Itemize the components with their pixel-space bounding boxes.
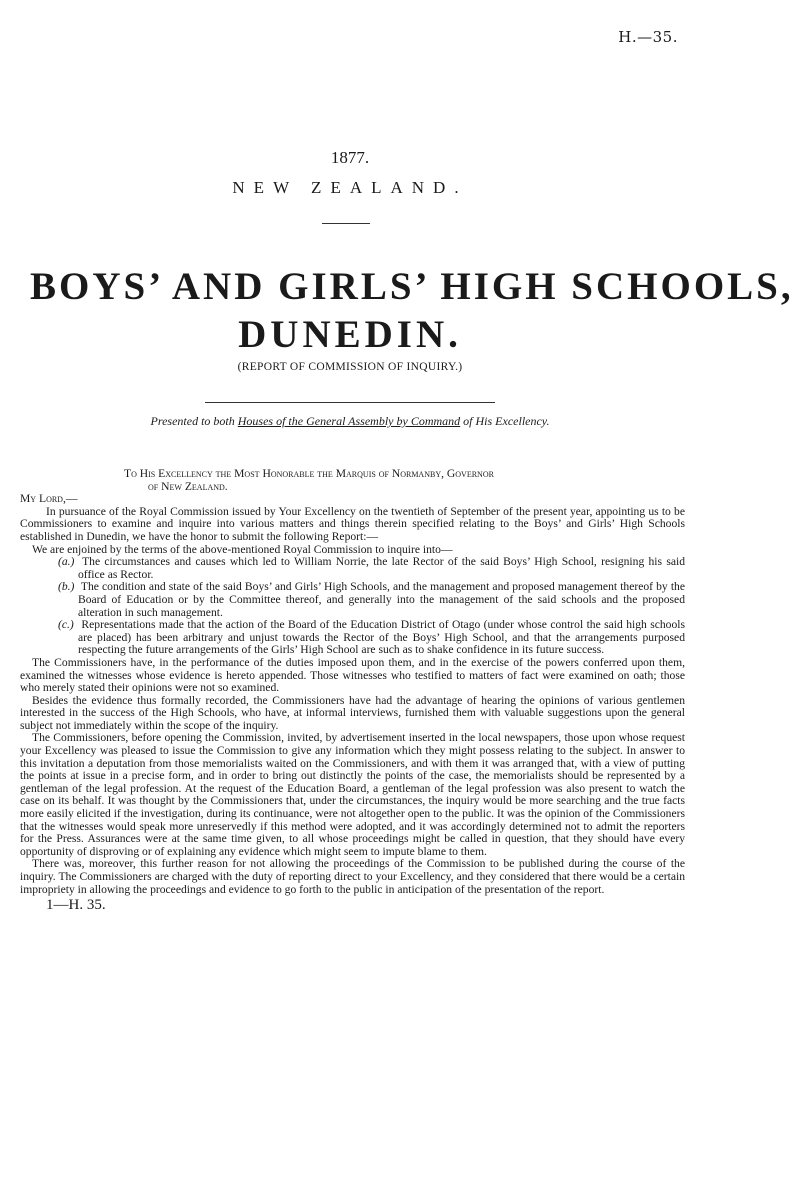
letter-body: [20, 468, 685, 914]
title-line-1: BOYS’ AND GIRLS’ HIGH SCHOOLS,: [30, 265, 794, 308]
item-label: (b.): [58, 580, 75, 594]
country-heading: NEW ZEALAND.: [232, 178, 468, 197]
inquiry-item-b: [20, 581, 685, 619]
paragraph-4: Besides the evidence thus formally recorded, the Commissioners have had the advantage of hearing the opinions of various gentlemen interested in the success of the High Schools, who have, at informal interviews, furnished them with valuable suggestions upon the general subject not immediately within the scope of the inquiry.: [20, 693, 685, 732]
addressee-line-1: To His Excellency the Most Honorable the Marquis of Normanby, Governor: [124, 467, 494, 480]
sheet-reference: 1—H. 35.: [46, 897, 106, 914]
paragraph-6: There was, moreover, this further reason for not allowing the proceedings of the Commission to be published during the course of the inquiry. The Commissioners are charged with the duty of reporting direct to your Excellency, and they considered that there would be a certain impropriety in allowing the proceedings and evidence to go forth to the public in anticipation of the presentation of the report.: [20, 857, 685, 896]
title-line-2: DUNEDIN.: [238, 313, 462, 356]
presented-suffix: of His Excellency.: [460, 414, 550, 428]
document-year: 1877.: [330, 148, 370, 167]
report-subtitle: (REPORT OF COMMISSION OF INQUIRY.): [237, 361, 463, 373]
short-divider: [322, 223, 370, 224]
page-reference: H.—35.: [618, 28, 678, 46]
item-label: (c.): [58, 618, 74, 632]
paragraph-2: We are enjoined by the terms of the above-mentioned Royal Commission to inquire into—: [32, 542, 453, 556]
paragraph-5: The Commissioners, before opening the Commission, invited, by advertisement inserted in the local newspapers, those upon whose request your Excellency was pleased to issue the Commission to give any information which they might possess relating to the subject. In answer to this invitation a deputation from those memorialists waited on the Commissioners, and with them it was arranged that, with a view of putting the points at issue in a precise form, and in order to bring out distinctly the points of the case, the memorialists should be represented by a gentleman of the legal profession. At the request of the Education Board, a gentleman of the legal profession was also present to watch the case on its behalf. It was thought by the Commissioners that, under the circumstances, the inquiry would be more searching and the true facts more easily elicited if the investigation, during its continuance, were not altogether open to the public. It was the opinion of the Commissioners that the witnesses would speak more unreservedly if this method were adopted, and it was accordingly determined not to admit the reporters for the Press. Assurances were at the same time given, to all whose proceedings might be called in question, that they should have every opportunity of disproving or of explaining any evidence which might seem to impute blame to them.: [20, 731, 685, 858]
addressee-line-2: of New Zealand.: [148, 479, 228, 493]
long-divider: [205, 402, 495, 403]
item-label: (a.): [58, 555, 75, 569]
salutation: My Lord,—: [20, 492, 78, 506]
presented-prefix: Presented to both: [150, 414, 238, 428]
paragraph-1: In pursuance of the Royal Commission issued by Your Excellency on the twentieth of September of the present year, appointing us to be Commissioners to examine and inquire into various matters and things therein specified relating to the Boys’ and Girls’ High Schools established in Dunedin, we have the honor to submit the following Report:—: [20, 504, 685, 543]
item-text: Representations made that the action of the Board of the Education District of Otago (under whose control the said high schools are placed) has been arbitrary and unjust towards the Rector of the Boys’ High School, and that the arrangements purposed respecting the future arrangements of the Girls’ High School are such as to shake confidence in its future success.: [78, 618, 685, 657]
presented-underlined: Houses of the General Assembly by Command: [237, 414, 461, 428]
item-text: The circumstances and causes which led to William Norrie, the late Rector of the said Boys’ High School, resigning his said office as Rector.: [78, 555, 685, 581]
paragraph-3: The Commissioners have, in the performance of the duties imposed upon them, and in the exercise of the powers conferred upon them, examined the witnesses whose evidence is hereto appended. Those witnesses who testified to matters of fact were examined on oath; those who merely stated their opinions were not so examined.: [20, 655, 685, 695]
inquiry-item-a: [20, 556, 685, 581]
presented-line: [0, 414, 700, 429]
inquiry-item-c: [20, 619, 685, 657]
item-text: The condition and state of the said Boys’ and Girls’ High Schools, and the management and proposed management thereof by the Board of Education or by the Committee thereof, and generally into the management of the said schools and the proposed alteration in such management.: [78, 580, 685, 619]
